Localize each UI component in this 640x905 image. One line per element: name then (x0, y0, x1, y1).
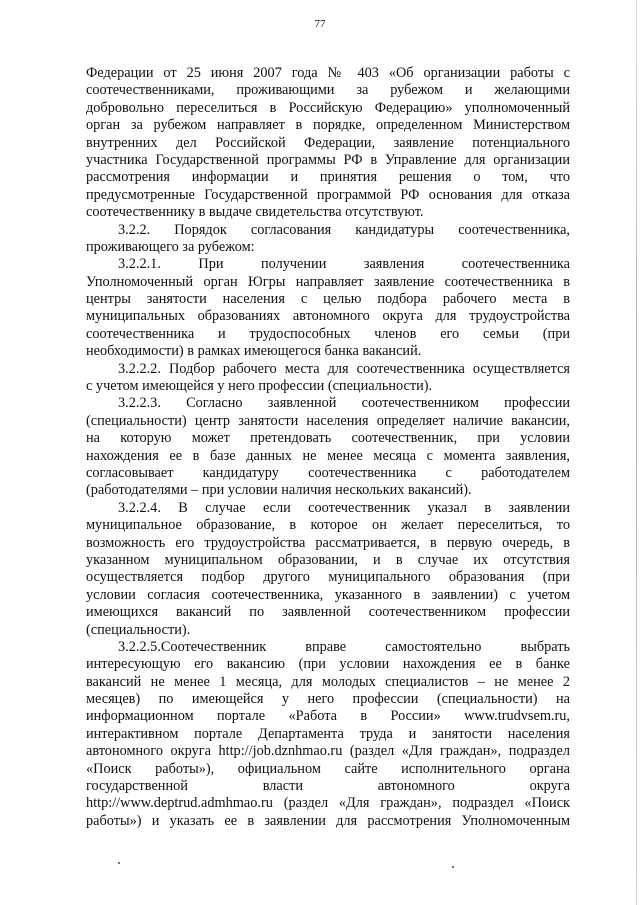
text-line: 3.2.2.3. Согласно заявленной соотечественником профессии (118, 395, 570, 412)
text-line: соотечественнику в выдаче свидетельства отсутствуют. (86, 204, 424, 221)
text-line: 3.2.2.4. В случае если соотечественник указал в заявлении (118, 499, 570, 516)
text-line: нахождения ее в базе данных не менее месяца с момента заявления, (86, 447, 570, 464)
text-line: с учетом имеющейся у него профессии (специальности). (86, 378, 433, 395)
text-line: 3.2.2.5.Соотечественник вправе самостоятельно выбрать (118, 638, 570, 655)
scan-edge-line (636, 0, 637, 905)
text-line: на которую может претендовать соотечественник, при условии (86, 430, 570, 447)
text-line: интересующую его вакансию (при условии нахождения ее в банке (86, 656, 570, 673)
document-body (86, 65, 570, 830)
text-line: предусмотренные Государственной программой РФ основания для отказа (86, 186, 570, 203)
text-line: центры занятости населения с целью подбора рабочего места в (86, 291, 570, 308)
text-line: рассмотрения информации и принятия решения о том, что (86, 169, 570, 186)
text-line: соотечественника и трудоспособных членов его семьи (при (86, 325, 570, 342)
text-line: соотечественниками, проживающими за рубежом и желающими (86, 82, 570, 99)
text-line: вакансий не менее 1 месяца, для молодых специалистов – не менее 2 (86, 673, 570, 690)
text-line: муниципальных образованиях автономного округа для трудоустройства (86, 308, 570, 325)
text-line: http://www.deptrud.admhmao.ru (раздел «Для граждан», подраздел «Поиск (86, 795, 570, 812)
text-line: информационном портале «Работа в России» www.trudvsem.ru, (86, 708, 570, 725)
paragraph (86, 65, 570, 222)
scan-speck (118, 862, 120, 864)
text-line: орган за рубежом направляет в порядке, определенном Министерством (86, 117, 570, 134)
text-line: проживающего за рубежом: (86, 238, 255, 255)
text-line: внутренних дел Российской Федерации, заявление потенциального (86, 134, 570, 151)
paragraph (86, 222, 570, 257)
paragraph (86, 500, 570, 639)
text-line: согласовывает кандидатуру соотечественника с работодателем (86, 464, 570, 481)
text-line: осуществляется подбор другого муниципального образования (при (86, 569, 570, 586)
text-line: 3.2.2.2. Подбор рабочего места для соотечественника осуществляется (118, 360, 570, 377)
text-line: Уполномоченный орган Югры направляет заявление соотечественника в (86, 273, 570, 290)
paragraph (86, 361, 570, 396)
text-line: 3.2.2.1. При получении заявления соотечественника (118, 256, 570, 273)
text-line: (работодателями – при условии наличия нескольких вакансий). (86, 482, 472, 499)
text-line: добровольно переселиться в Российскую Федерацию» уполномоченный (86, 99, 570, 116)
paragraph (86, 639, 570, 830)
text-line: интерактивном портале Департамента труда и занятости населения (86, 725, 570, 742)
paragraph (86, 395, 570, 499)
text-line: участника Государственной программы РФ в Управление для организации (86, 151, 570, 168)
text-line: необходимости) в рамках имеющегося банка вакансий. (86, 343, 422, 360)
text-line: условии согласия соотечественника, указанного в заявлении) с учетом (86, 586, 570, 603)
text-line: указанном муниципальном образовании, и в случае их отсутствия (86, 551, 570, 568)
text-line: муниципальное образование, в которое он желает переселиться, то (86, 517, 570, 534)
page-number: 77 (314, 18, 326, 30)
text-line: имеющихся вакансий по заявленной соотечественником профессии (86, 604, 570, 621)
text-line: (специальности) центр занятости населения определяет наличие вакансии, (86, 412, 570, 429)
text-line: месяцев) по имеющейся у него профессии (специальности) на (86, 691, 570, 708)
scan-speck (452, 866, 454, 868)
text-line: Федерации от 25 июня 2007 года № 403 «Об организации работы с (86, 65, 570, 81)
text-line: 3.2.2. Порядок согласования кандидатуры соотечественника, (118, 221, 570, 238)
text-line: возможность его трудоустройства рассматривается, в первую очередь, в (86, 534, 570, 551)
text-line: работы») и указать ее в заявлении для рассмотрения Уполномоченным (86, 812, 570, 829)
paragraph (86, 256, 570, 360)
text-line: (специальности). (86, 621, 191, 638)
text-line: государственной власти автономного округа (86, 778, 570, 795)
text-line: автономного округа http://job.dznhmao.ru (раздел «Для граждан», подраздел (86, 743, 570, 760)
text-line: «Поиск работы»), официальном сайте исполнительного органа (86, 760, 570, 777)
